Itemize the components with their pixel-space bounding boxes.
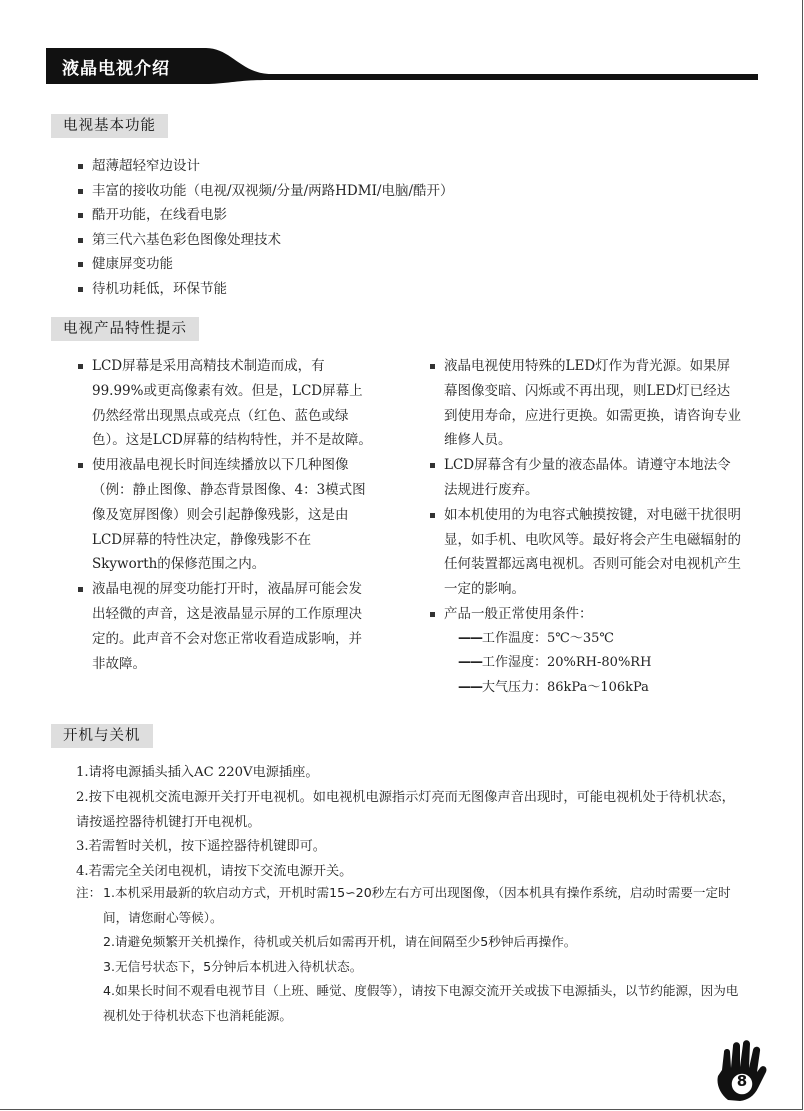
list-item: 液晶电视的屏变功能打开时，液晶屏可能会发出轻微的声音，这是液晶显示屏的工作原理决定的。此声音不会对您正常收看造成影响，并非故障。 xyxy=(76,577,374,676)
condition-line xyxy=(444,651,742,676)
power-step: 3.若需暂时关机，按下遥控器待机键即可。 xyxy=(76,839,326,855)
note-item: 4.如果长时间不观看电视节目（上班、睡觉、度假等），请按下电源交流开关或拔下电源插头，以节约能源，因为电视机处于待机状态下也消耗能源。 xyxy=(103,983,739,1023)
note-block xyxy=(76,881,746,930)
condition-text: 大气压力：86kPa～106kPa xyxy=(482,679,649,695)
list-item: 使用液晶电视长时间连续播放以下几种图像（例：静止图像、静态背景图像、4：3模式图像及宽屏图像）则会引起静像残影，这是由LCD屏幕的特性决定，静像残影不在Skyworth的保修范围之内。 xyxy=(76,453,374,577)
usage-conditions xyxy=(428,602,742,700)
basic-functions-list xyxy=(76,154,726,301)
list-item: 如本机使用的为电容式触摸按键，对电磁干扰很明显，如手机、电吹风等。最好将会产生电磁辐射的任何装置都远离电视机。否则可能会对电视机产生一定的影响。 xyxy=(428,503,742,602)
condition-text: 工作温度：5℃～35℃ xyxy=(482,630,614,646)
page-header xyxy=(46,48,758,84)
page-number: 8 xyxy=(736,1072,748,1090)
condition-line xyxy=(444,627,742,652)
power-step: 4.若需完全关闭电视机，请按下交流电源开关。 xyxy=(76,864,353,880)
section-title-power-on-off: 开机与关机 xyxy=(51,724,153,748)
note-item: 3.无信号状态下，5分钟后本机进入待机状态。 xyxy=(103,958,363,974)
list-item: 液晶电视使用特殊的LED灯作为背光源。如果屏幕图像变暗、闪烁或不再出现，则LED灯已经达到使用寿命，应进行更换。如需更换，请咨询专业维修人员。 xyxy=(428,354,742,453)
dash-mark: —— xyxy=(458,655,482,671)
list-item: 第三代六基色彩色图像处理技术 xyxy=(76,228,726,253)
power-step: 2.按下电视机交流电源开关打开电视机。如电视机电源指示灯亮而无图像声音出现时，可能电视机处于待机状态，请按遥控器待机键打开电视机。 xyxy=(76,789,735,830)
usage-conditions-title: 产品一般正常使用条件： xyxy=(444,605,593,622)
dash-mark: —— xyxy=(458,630,482,646)
power-notes xyxy=(76,881,746,1028)
list-item: 健康屏变功能 xyxy=(76,252,726,277)
section-title-basic-functions: 电视基本功能 xyxy=(51,114,168,138)
notes-label: 注： xyxy=(76,885,102,900)
power-steps xyxy=(76,761,746,885)
note-item: 1.本机采用最新的软启动方式，开机时需15∽20秒左右方可出现图像，（因本机具有操作系统，启动时需要一定时间，请您耐心等候）。 xyxy=(103,885,731,925)
section-title-product-features: 电视产品特性提示 xyxy=(51,317,199,341)
features-left-list xyxy=(76,354,374,676)
list-item: LCD屏幕是采用高精技术制造而成，有99.99%或更高像素有效。但是，LCD屏幕上仍然经常出现黑点或亮点（红色、蓝色或绿色）。这是LCD屏幕的结构特性，并不是故障。 xyxy=(76,354,374,453)
dash-mark: —— xyxy=(458,679,482,695)
list-item: 酷开功能，在线看电影 xyxy=(76,203,726,228)
list-item: 超薄超轻窄边设计 xyxy=(76,154,726,179)
list-item: LCD屏幕含有少量的液态晶体。请遵守本地法令法规进行废弃。 xyxy=(428,453,742,503)
condition-text: 工作湿度：20%RH-80%RH xyxy=(482,655,652,671)
hand-icon xyxy=(714,1040,768,1102)
power-step: 1.请将电源插头插入AC 220V电源插座。 xyxy=(76,765,319,780)
condition-line xyxy=(444,676,742,701)
page-title: 液晶电视介绍 xyxy=(62,59,170,79)
list-item: 丰富的接收功能（电视/双视频/分量/两路HDMI/电脑/酷开） xyxy=(76,179,726,204)
note-item: 2.请避免频繁开关机操作，待机或关机后如需再开机，请在间隔至少5秒钟后再操作。 xyxy=(103,934,577,949)
page-number-badge xyxy=(714,1040,768,1102)
list-item: 待机功耗低，环保节能 xyxy=(76,277,726,302)
features-right-list xyxy=(428,354,742,700)
